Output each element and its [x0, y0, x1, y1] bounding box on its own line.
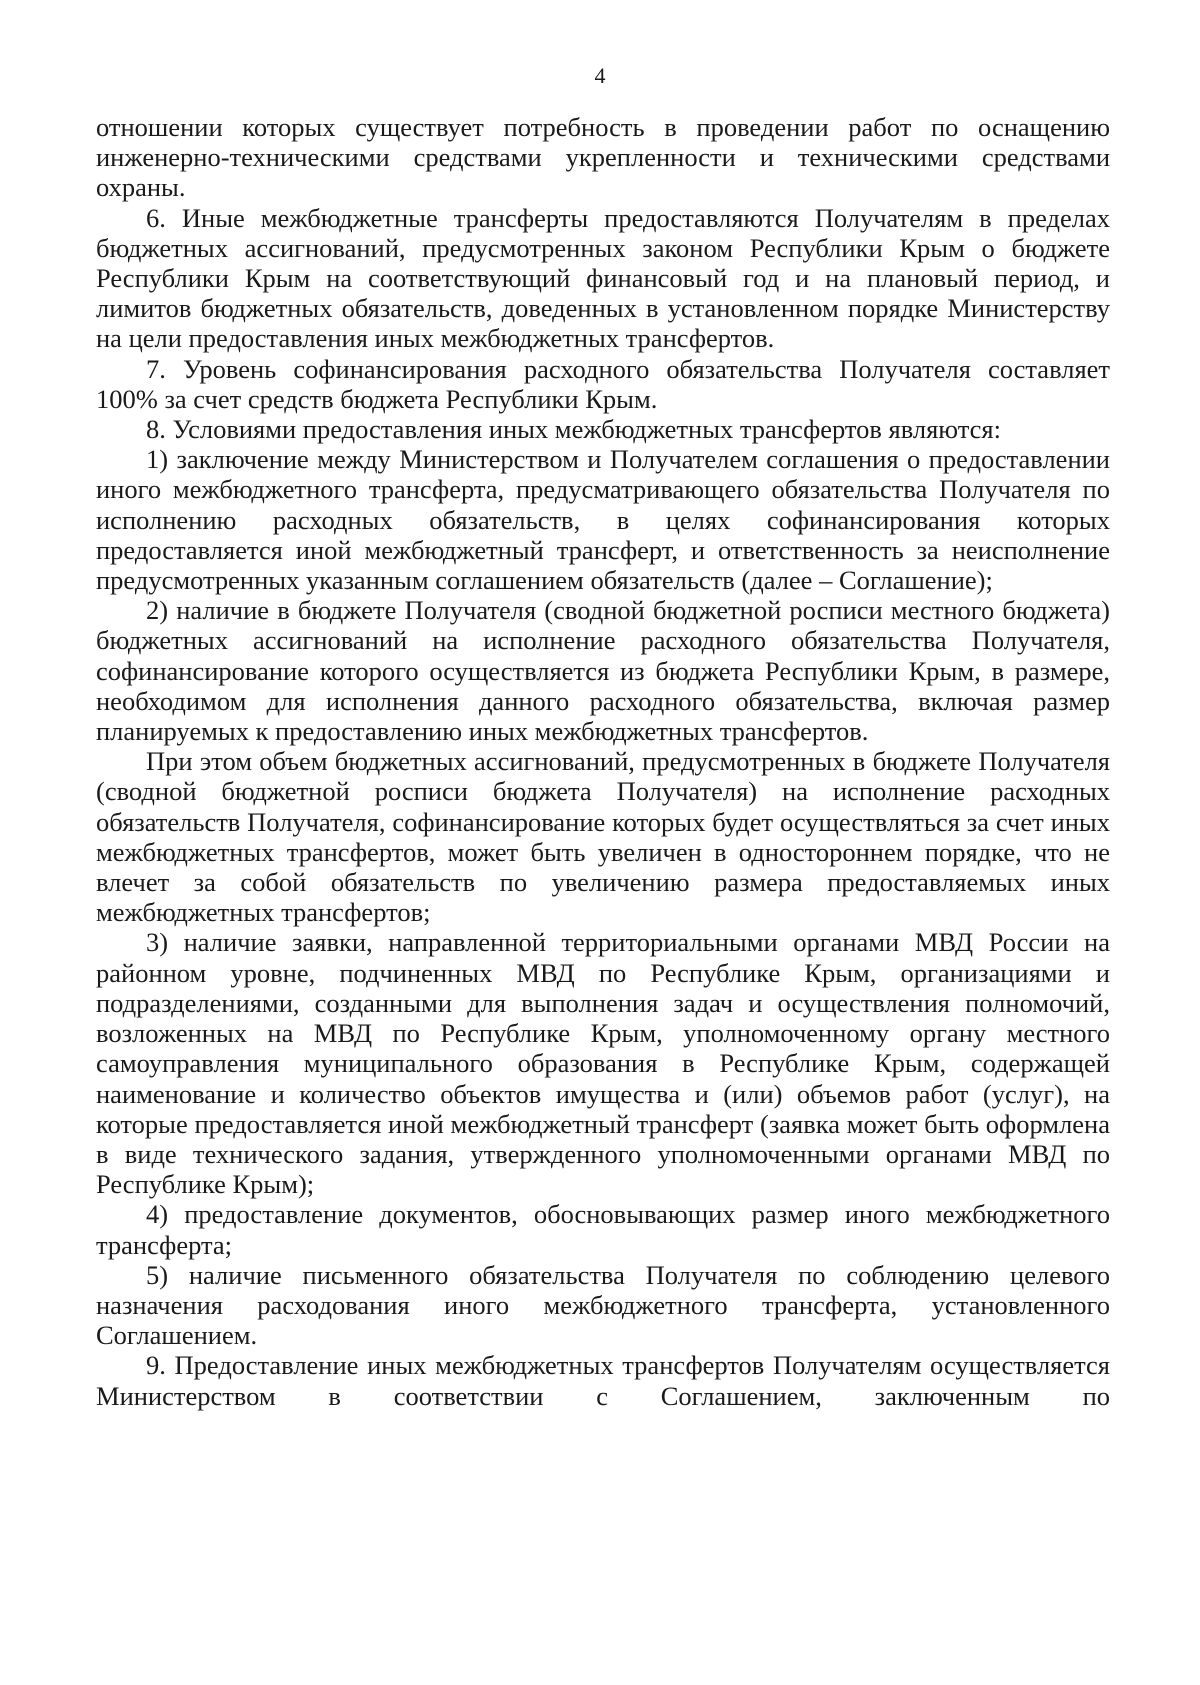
paragraph-continuation: отношении которых существует потребность в проведении работ по оснащению инженерно-техническими средствами укрепленности и техническими средствами охраны.	[96, 112, 1110, 203]
paragraph-item-8-2: 2) наличие в бюджете Получателя (сводной бюджетной росписи местного бюджета) бюджетных ассигнований на исполнение расходного обязательства Получателя, софинансирование которого осуществляется из бюджета Республики Крым, в размере, необходимом для исполнения данного расходного обязательства, включая размер планируемых к предоставлению иных межбюджетных трансфертов.	[96, 595, 1110, 747]
paragraph-item-9: 9. Предоставление иных межбюджетных трансфертов Получателям осуществляется Министерством в соответствии с Соглашением, заключенным по	[96, 1350, 1110, 1411]
page-number: 4	[594, 63, 606, 88]
paragraph-item-8-5: 5) наличие письменного обязательства Получателя по соблюдению целевого назначения расходования иного межбюджетного трансферта, установленного Соглашением.	[96, 1259, 1110, 1351]
paragraph-item-8-4: 4) предоставление документов, обосновывающих размер иного межбюджетного трансферта;	[96, 1199, 1110, 1260]
document-body	[96, 112, 1110, 1411]
paragraph-item-6: 6. Иные межбюджетные трансферты предоставляются Получателям в пределах бюджетных ассигнований, предусмотренных законом Республики Крым о бюджете Республики Крым на соответствующий финансовый год и на плановый период, и лимитов бюджетных обязательств, доведенных в установленном порядке Министерству на цели предоставления иных межбюджетных трансфертов.	[96, 202, 1110, 354]
paragraph-item-8: 8. Условиями предоставления иных межбюджетных трансфертов являются:	[146, 414, 1001, 445]
paragraph-item-8-2-note: При этом объем бюджетных ассигнований, предусмотренных в бюджете Получателя (сводной бюджетной росписи бюджета Получателя) на исполнение расходных обязательств Получателя, софинансирование которых будет осуществляться за счет иных межбюджетных трансфертов, может быть увеличен в одностороннем порядке, что не влечет за собой обязательств по увеличению размера предоставляемых иных межбюджетных трансфертов;	[96, 746, 1110, 928]
paragraph-item-8-3: 3) наличие заявки, направленной территориальными органами МВД России на районном уровне, подчиненных МВД по Республике Крым, организациями и подразделениями, созданными для выполнения задач и осуществления полномочий, возложенных на МВД по Республике Крым, уполномоченному органу местного самоуправления муниципального образования в Республике Крым, содержащей наименование и количество объектов имущества и (или) объемов работ (услуг), на которые предоставляется иной межбюджетный трансферт (заявка может быть оформлена в виде технического задания, утвержденного уполномоченными органами МВД по Республике Крым);	[96, 927, 1110, 1200]
paragraph-item-8-1: 1) заключение между Министерством и Получателем соглашения о предоставлении иного межбюджетного трансферта, предусматривающего обязательства Получателя по исполнению расходных обязательств, в целях софинансирования которых предоставляется иной межбюджетный трансферт, и ответственность за неисполнение предусмотренных указанным соглашением обязательств (далее – Соглашение);	[96, 444, 1110, 596]
paragraph-item-7: 7. Уровень софинансирования расходного обязательства Получателя составляет 100% за счет средств бюджета Республики Крым.	[96, 353, 1110, 414]
